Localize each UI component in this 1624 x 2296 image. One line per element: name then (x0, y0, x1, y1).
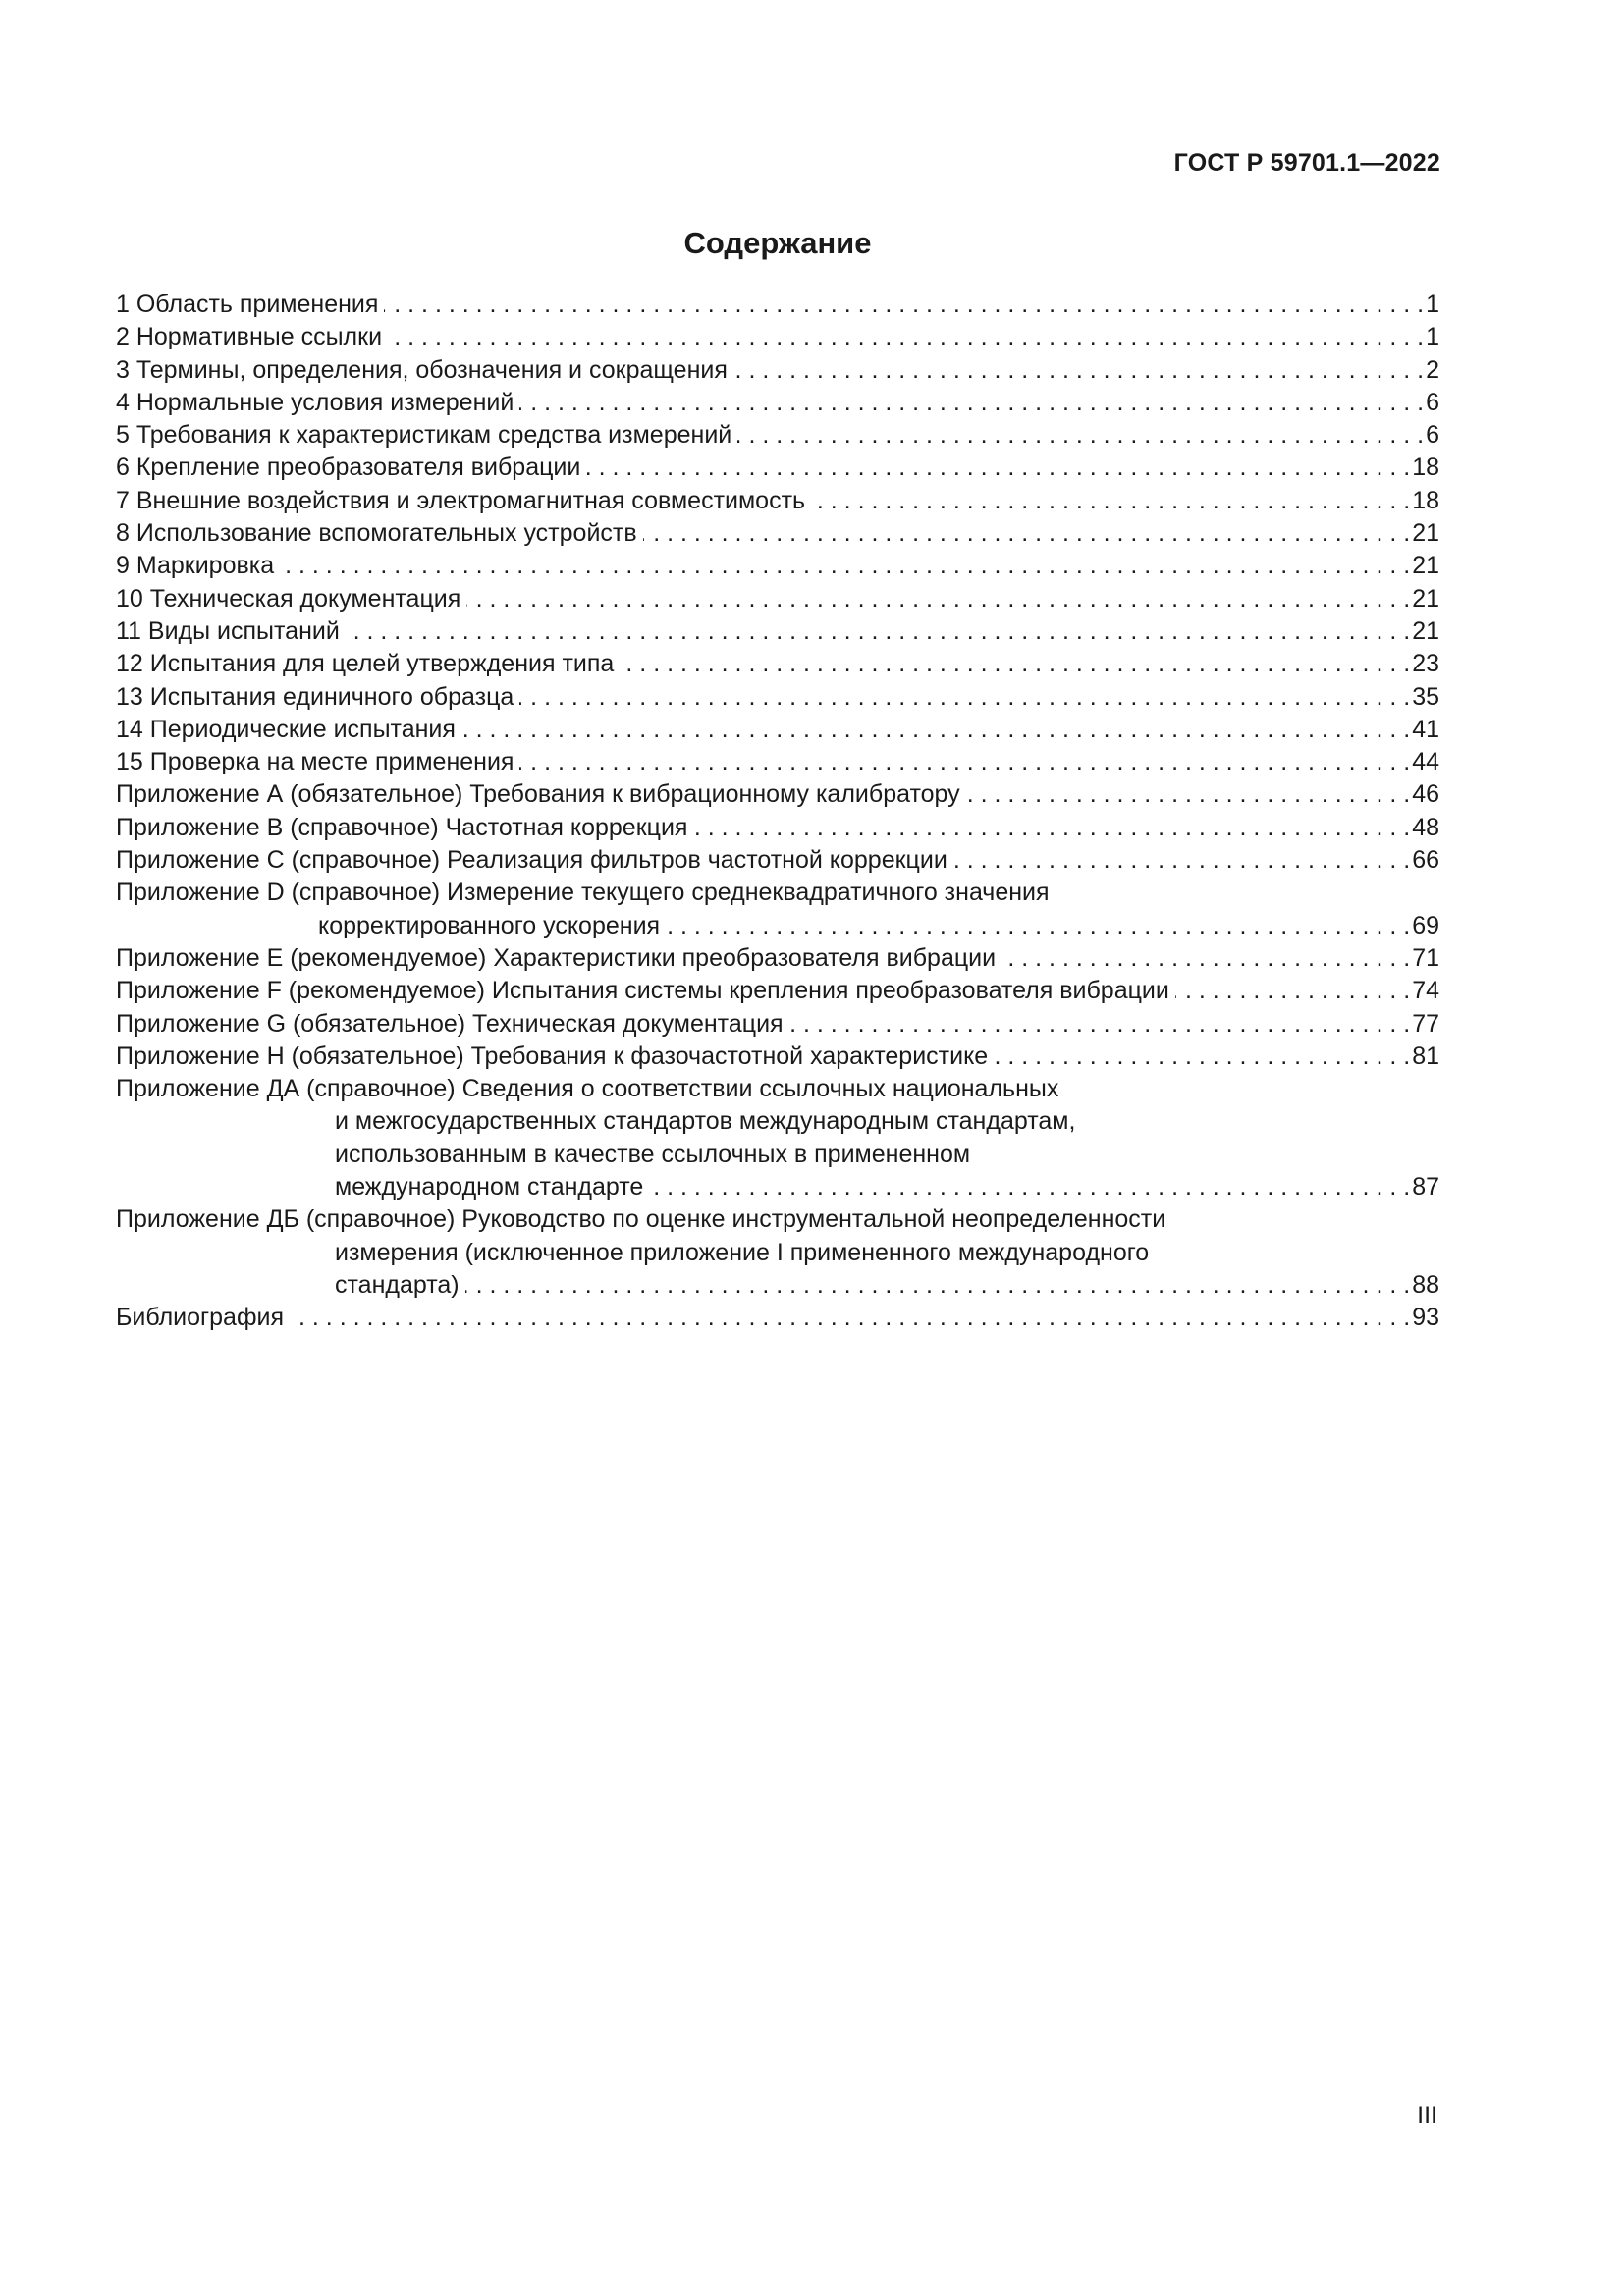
toc-entry-text: Приложение Н (обязательное) Требования к фазочастотной характеристике (116, 1041, 989, 1070)
page-title: Содержание (683, 226, 872, 260)
toc-entry-appendix-da[interactable] (116, 1073, 1439, 1203)
dot-leader (290, 1302, 1410, 1334)
toc-entry-3[interactable] (116, 354, 1439, 387)
toc-entry-page: 48 (1412, 813, 1439, 841)
toc-entry-6[interactable] (116, 452, 1439, 484)
toc-entry-text: 2 Нормативные ссылки (116, 323, 383, 351)
toc-entry-text-line: Приложение ДА (справочное) Сведения о соответствии ссылочных национальных (116, 1075, 1059, 1103)
toc-entry-text-line: измерения (исключенное приложение I примененного международного (335, 1238, 1150, 1266)
toc-entry-page: 88 (1412, 1270, 1439, 1299)
toc-entry-text: 6 Крепление преобразователя вибрации (116, 454, 581, 482)
toc-entry-page: 46 (1412, 780, 1439, 809)
toc-entry-5[interactable] (116, 419, 1439, 452)
toc-entry-page: 23 (1412, 650, 1439, 678)
toc-entry-appendix-db[interactable] (116, 1203, 1439, 1302)
toc-entry-text: 9 Маркировка (116, 552, 275, 580)
page-number: III (1417, 2102, 1437, 2129)
toc-entry-text: международном стандарте (335, 1173, 644, 1201)
toc-entry-text: 3 Термины, определения, обозначения и сокращения (116, 355, 728, 384)
toc-entry-appendix-g[interactable] (116, 1008, 1439, 1041)
toc-entry-text: стандарта) (335, 1270, 460, 1299)
document-code: ГОСТ Р 59701.1—2022 (1173, 149, 1440, 177)
toc-entry-page: 87 (1412, 1173, 1439, 1201)
toc-entry-text: 5 Требования к характеристикам средства измерений (116, 421, 732, 450)
dot-leader (811, 485, 1410, 517)
toc-entry-page: 21 (1412, 552, 1439, 580)
toc-entry-page: 18 (1412, 454, 1439, 482)
toc-entry-13[interactable] (116, 681, 1439, 714)
dot-leader (280, 550, 1410, 582)
dot-leader (666, 910, 1410, 942)
toc-entry-page: 44 (1412, 748, 1439, 776)
dot-leader (649, 1171, 1410, 1203)
dot-leader (384, 289, 1424, 321)
toc-entry-text: Приложение В (справочное) Частотная коррекция (116, 813, 688, 841)
toc-entry-page: 66 (1412, 846, 1439, 875)
toc-entry-bibliography[interactable] (116, 1302, 1439, 1334)
dot-leader (465, 1269, 1411, 1302)
toc-entry-page: 41 (1412, 715, 1439, 743)
dot-leader (388, 321, 1424, 353)
toc-entry-4[interactable] (116, 387, 1439, 419)
table-of-contents (116, 289, 1439, 1335)
toc-entry-text: Приложение F (рекомендуемое) Испытания системы крепления преобразователя вибрации (116, 977, 1169, 1005)
toc-entry-7[interactable] (116, 485, 1439, 517)
toc-entry-page: 6 (1426, 388, 1439, 416)
dot-leader (994, 1041, 1410, 1073)
toc-entry-page: 21 (1412, 616, 1439, 645)
toc-entry-appendix-f[interactable] (116, 975, 1439, 1007)
toc-entry-text: корректированного ускорения (318, 911, 661, 939)
dot-leader (1175, 975, 1410, 1007)
toc-entry-11[interactable] (116, 615, 1439, 648)
toc-entry-text: 7 Внешние воздействия и электромагнитная совместимость (116, 486, 806, 514)
toc-entry-1[interactable] (116, 289, 1439, 321)
toc-entry-page: 1 (1426, 323, 1439, 351)
toc-entry-page: 21 (1412, 519, 1439, 548)
toc-entry-text-line: и межгосударственных стандартов международным стандартам, (335, 1107, 1076, 1136)
toc-entry-text-line: использованным в качестве ссылочных в примененном (335, 1140, 971, 1168)
toc-entry-page: 74 (1412, 977, 1439, 1005)
toc-entry-text: 15 Проверка на месте применения (116, 748, 514, 776)
toc-entry-appendix-a[interactable] (116, 778, 1439, 811)
toc-entry-appendix-e[interactable] (116, 942, 1439, 975)
dot-leader (346, 615, 1410, 648)
dot-leader (733, 354, 1424, 387)
toc-entry-text-line: Приложение ДБ (справочное) Руководство по оценке инструментальной неопределенности (116, 1205, 1166, 1234)
toc-entry-appendix-b[interactable] (116, 812, 1439, 844)
toc-entry-page: 2 (1426, 355, 1439, 384)
dot-leader (519, 681, 1410, 714)
toc-entry-text: 12 Испытания для целей утверждения типа (116, 650, 615, 678)
dot-leader (466, 583, 1410, 615)
toc-entry-text: 14 Периодические испытания (116, 715, 456, 743)
toc-entry-2[interactable] (116, 321, 1439, 353)
toc-entry-text: Приложение А (обязательное) Требования к вибрационному калибратору (116, 780, 960, 809)
toc-entry-appendix-d[interactable] (116, 877, 1439, 942)
toc-entry-text: Приложение G (обязательное) Техническая документация (116, 1009, 784, 1038)
toc-entry-9[interactable] (116, 550, 1439, 582)
dot-leader (461, 714, 1410, 746)
toc-entry-text: 8 Использование вспомогательных устройств (116, 519, 637, 548)
toc-entry-appendix-h[interactable] (116, 1041, 1439, 1073)
toc-entry-page: 69 (1412, 911, 1439, 939)
dot-leader (1001, 942, 1410, 975)
dot-leader (966, 778, 1411, 811)
toc-entry-page: 6 (1426, 421, 1439, 450)
toc-entry-page: 35 (1412, 682, 1439, 711)
toc-entry-text-line: Приложение D (справочное) Измерение текущего среднеквадратичного значения (116, 879, 1050, 907)
dot-leader (789, 1008, 1411, 1041)
toc-entry-10[interactable] (116, 583, 1439, 615)
toc-entry-page: 71 (1412, 943, 1439, 972)
toc-entry-12[interactable] (116, 648, 1439, 680)
toc-entry-15[interactable] (116, 746, 1439, 778)
dot-leader (519, 746, 1410, 778)
toc-entry-page: 18 (1412, 486, 1439, 514)
dot-leader (643, 517, 1411, 550)
toc-entry-text: 1 Область применения (116, 291, 379, 318)
toc-entry-8[interactable] (116, 517, 1439, 550)
toc-entry-appendix-c[interactable] (116, 844, 1439, 877)
dot-leader (586, 452, 1410, 484)
dot-leader (953, 844, 1410, 877)
dot-leader (620, 648, 1410, 680)
toc-entry-page: 21 (1412, 584, 1439, 613)
toc-entry-14[interactable] (116, 714, 1439, 746)
toc-entry-text: Библиография (116, 1304, 285, 1332)
toc-entry-text: 4 Нормальные условия измерений (116, 388, 514, 416)
toc-entry-text: 10 Техническая документация (116, 584, 461, 613)
toc-entry-page: 93 (1412, 1304, 1439, 1332)
toc-entry-text: Приложение С (справочное) Реализация фильтров частотной коррекции (116, 846, 947, 875)
dot-leader (693, 812, 1410, 844)
toc-entry-text: 11 Виды испытаний (116, 616, 340, 645)
toc-entry-page: 77 (1412, 1009, 1439, 1038)
toc-entry-page: 1 (1426, 291, 1439, 318)
toc-entry-text: 13 Испытания единичного образца (116, 682, 514, 711)
dot-leader (519, 387, 1424, 419)
dot-leader (737, 419, 1424, 452)
toc-entry-text: Приложение Е (рекомендуемое) Характеристики преобразователя вибрации (116, 943, 997, 972)
toc-entry-page: 81 (1412, 1041, 1439, 1070)
